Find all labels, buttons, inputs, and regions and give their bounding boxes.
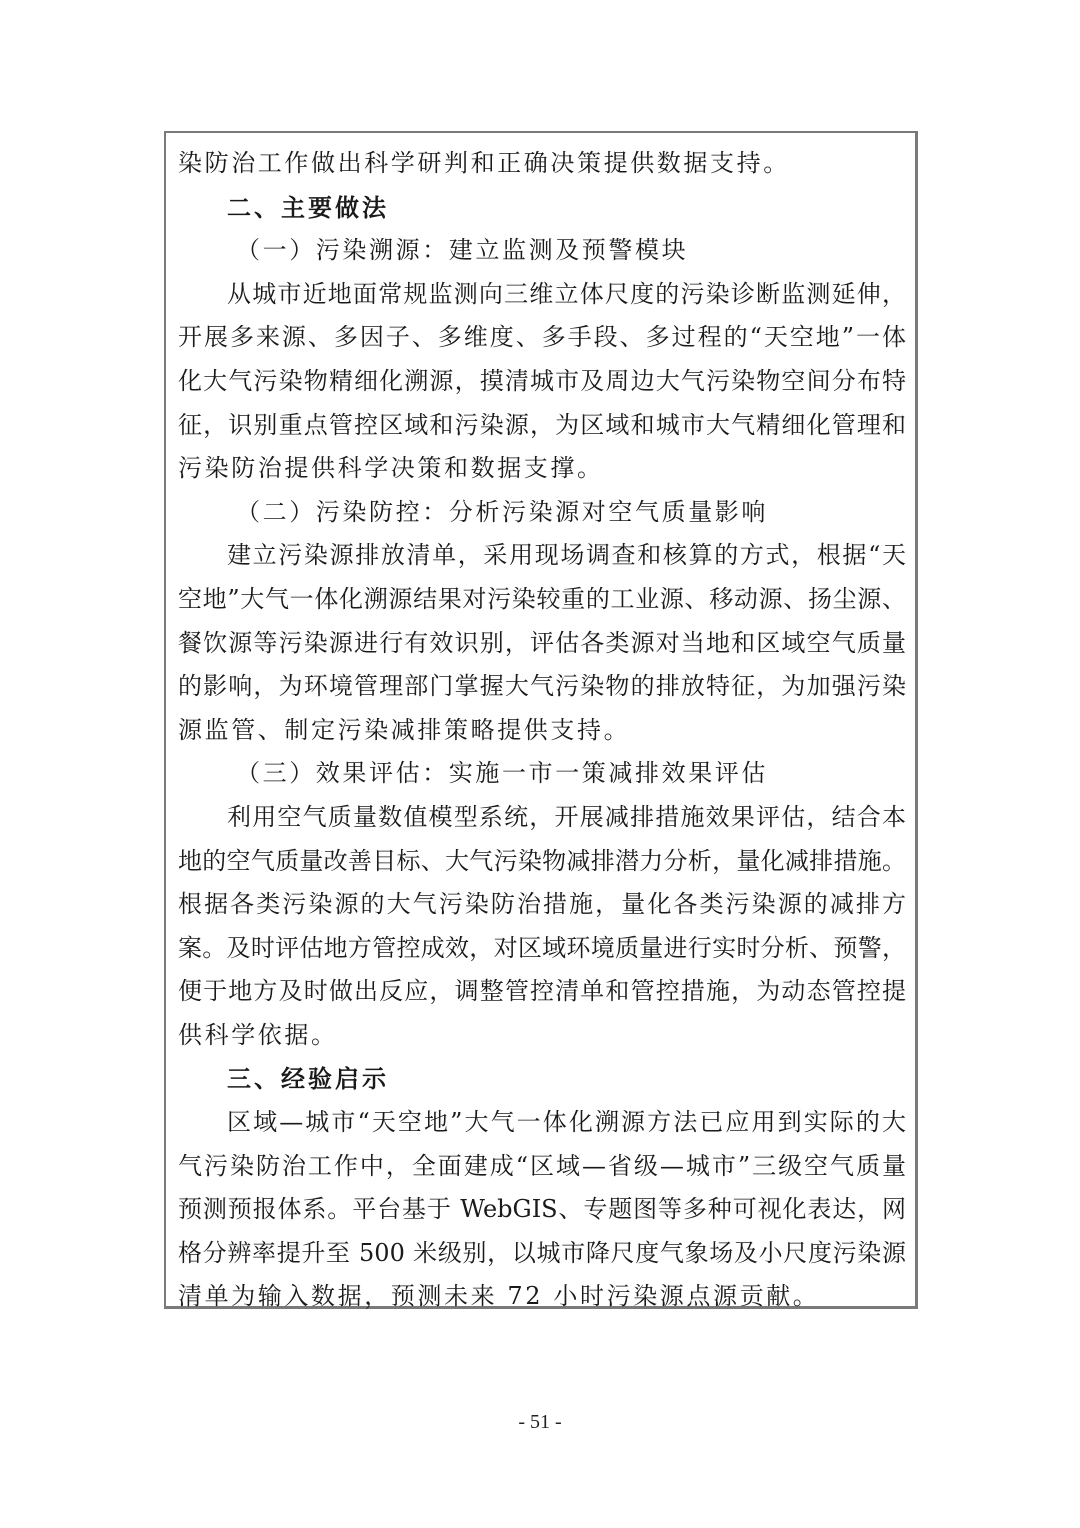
- page-number: - 51 -: [518, 1411, 562, 1433]
- section-heading-main-practices: 二、主要做法: [227, 192, 389, 222]
- paragraph-line: 地的空气质量改善目标、大气污染物减排潜力分析，量化减排措施。: [178, 846, 906, 875]
- section-heading-lessons: 三、经验启示: [227, 1064, 389, 1094]
- paragraph-line: 空地”大气一体化溯源结果对污染较重的工业源、移动源、扬尘源、: [178, 584, 906, 613]
- paragraph-line: 化大气污染物精细化溯源，摸清城市及周边大气污染物空间分布特: [178, 366, 906, 395]
- paragraph-line: 区域—城市“天空地”大气一体化溯源方法已应用到实际的大: [227, 1108, 906, 1137]
- paragraph-line: 污染防治提供科学决策和数据支撑。: [178, 454, 604, 483]
- paragraph-line: 供科学依据。: [178, 1020, 338, 1049]
- paragraph-line: 预测预报体系。平台基于 WebGIS、专题图等多种可视化表达，网: [178, 1195, 906, 1224]
- paragraph-line: 根据各类污染源的大气污染防治措施，量化各类污染源的减排方: [178, 890, 906, 919]
- subsection-heading-pollution-control: （二）污染防控：分析污染源对空气质量影响: [236, 497, 768, 526]
- paragraph-line: 格分辨率提升至 500 米级别，以城市降尺度气象场及小尺度污染源: [178, 1238, 906, 1267]
- paragraph-line: 开展多来源、多因子、多维度、多手段、多过程的“天空地”一体: [178, 323, 906, 352]
- document-body: [178, 142, 906, 1319]
- paragraph-line: 案。及时评估地方管控成效，对区域环境质量进行实时分析、预警，: [178, 933, 906, 962]
- paragraph-line: 染防治工作做出科学研判和正确决策提供数据支持。: [178, 149, 790, 177]
- paragraph-line: 清单为输入数据，预测未来 72 小时污染源点源贡献。: [178, 1282, 820, 1311]
- content-frame: [164, 131, 918, 1309]
- paragraph-line: 从城市近地面常规监测向三维立体尺度的污染诊断监测延伸，: [227, 279, 906, 308]
- paragraph-line: 利用空气质量数值模型系统，开展减排措施效果评估，结合本: [227, 802, 906, 831]
- paragraph-line: 建立污染源排放清单，采用现场调查和核算的方式，根据“天: [227, 541, 906, 570]
- subsection-heading-pollution-tracing: （一）污染溯源：建立监测及预警模块: [236, 236, 689, 265]
- subsection-heading-effect-evaluation: （三）效果评估：实施一市一策减排效果评估: [236, 759, 768, 788]
- paragraph-line: 便于地方及时做出反应，调整管控清单和管控措施，为动态管控提: [178, 977, 906, 1006]
- paragraph-line: 气污染防治工作中，全面建成“区域—省级—城市”三级空气质量: [178, 1151, 906, 1180]
- paragraph-line: 源监管、制定污染减排策略提供支持。: [178, 715, 631, 744]
- paragraph-line: 征，识别重点管控区域和污染源，为区域和城市大气精细化管理和: [178, 410, 906, 439]
- paragraph-line: 餐饮源等污染源进行有效识别，评估各类源对当地和区域空气质量: [178, 628, 906, 657]
- paragraph-line: 的影响，为环境管理部门掌握大气污染物的排放特征，为加强污染: [178, 672, 906, 701]
